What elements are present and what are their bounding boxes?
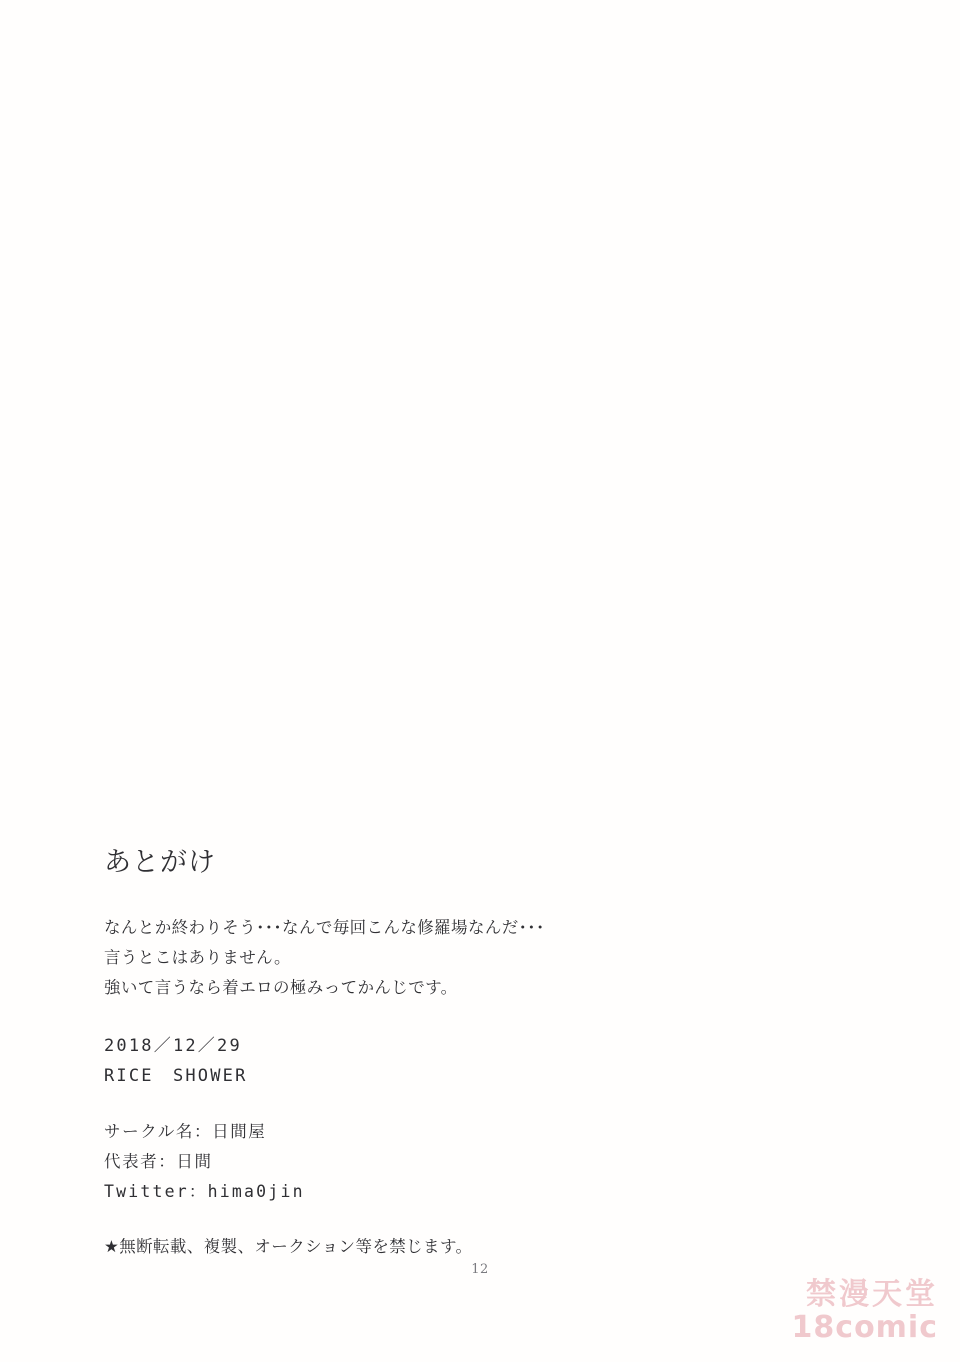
afterword-body: [104, 913, 804, 1003]
site-watermark: [792, 1278, 938, 1344]
circle-name: サークル名：日間屋: [104, 1122, 267, 1141]
afterword-body-line-2: 言うとこはありません。: [104, 948, 291, 967]
circle-mark: RICE SHOWER: [104, 1066, 248, 1086]
representative-name: 代表者：日間: [104, 1152, 213, 1171]
credits-block: [104, 1117, 804, 1207]
date-and-circle-block: [104, 1031, 804, 1091]
afterword-body-line-1: なんとか終わりそう･･･なんで毎回こんな修羅場なんだ･･･: [104, 918, 545, 937]
watermark-line-2: 18comic: [791, 1310, 938, 1345]
publication-date: 2018／12／29: [104, 1036, 242, 1056]
watermark-line-1: 禁漫天堂: [806, 1277, 938, 1312]
afterword-title: あとがけ: [104, 847, 216, 878]
afterword-body-line-3: 強いて言うなら着エロの極みってかんじです。: [104, 978, 458, 997]
page-number: 12: [471, 1262, 489, 1277]
afterword-section: [104, 840, 804, 1261]
copyright-notice: ★無断転載、複製、オークション等を禁じます。: [104, 1237, 473, 1256]
twitter-handle: Twitter：hima0jin: [104, 1182, 305, 1201]
